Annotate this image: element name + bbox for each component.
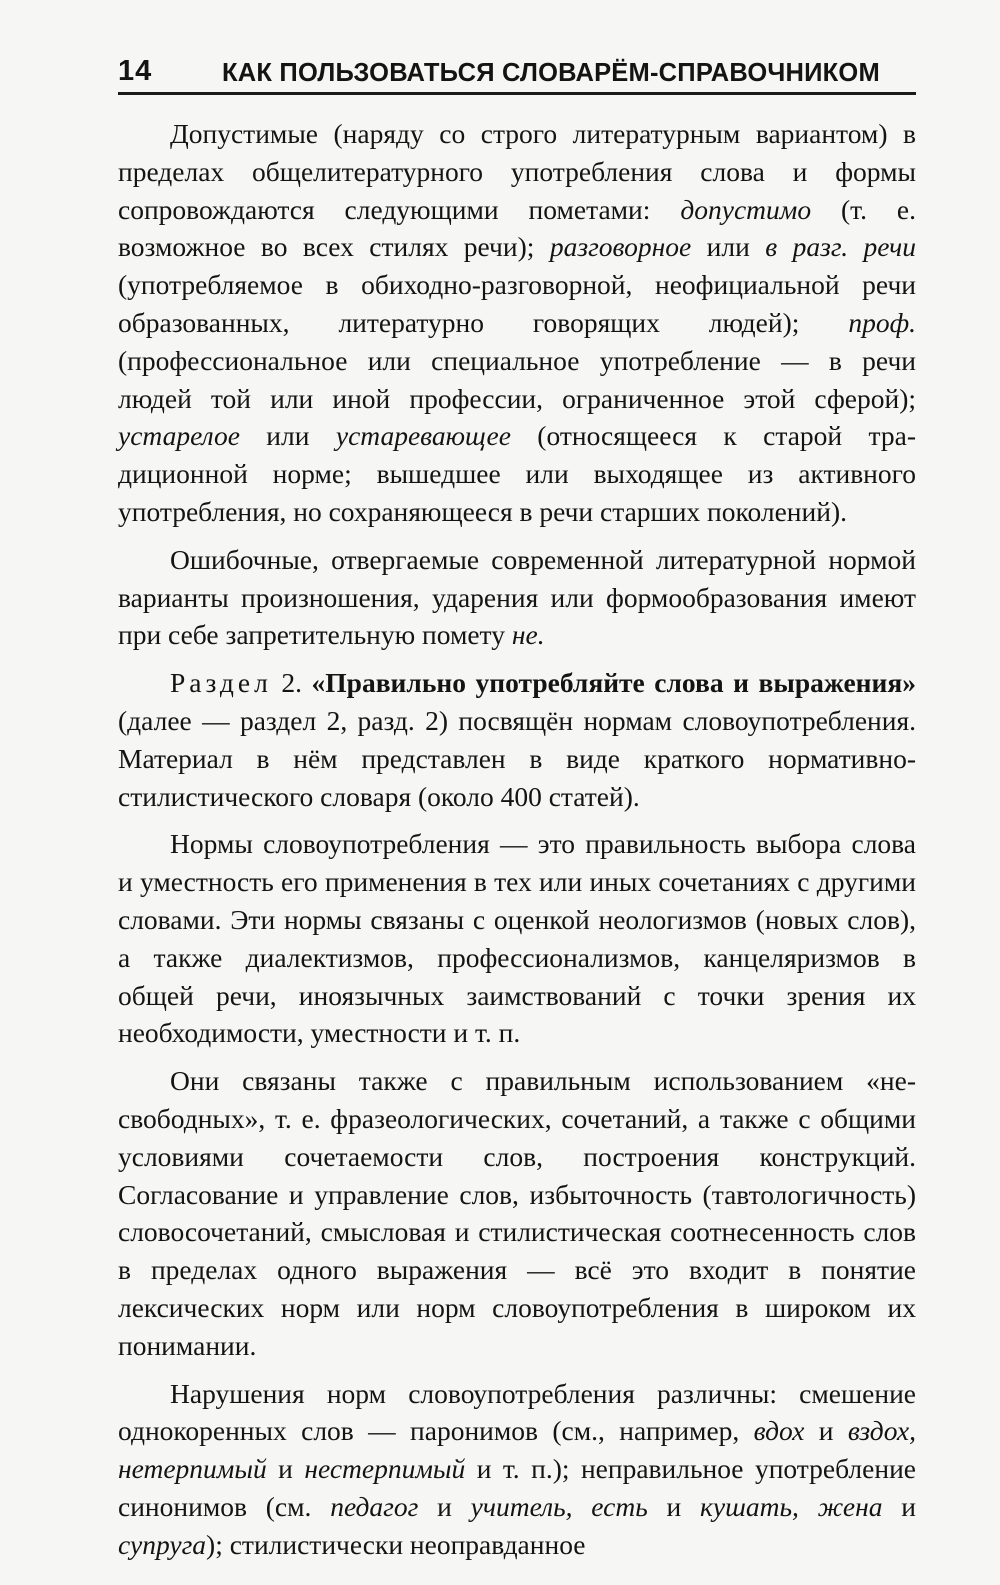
paragraph bbox=[118, 664, 916, 815]
text-run: (относящееся к старой традиционной норме; вышедшее или выходящее из активного употребления, но сохраняющееся в речи старших поколений). bbox=[118, 420, 916, 527]
text-run: 2. bbox=[271, 667, 312, 699]
text-run: ); стилистически неоправданное bbox=[206, 1528, 586, 1560]
italic-term: устаревающее bbox=[335, 420, 511, 452]
paragraph bbox=[118, 115, 916, 531]
text-run: (далее — раздел 2, разд. 2) посвящён нормам словоупотребления. Материал в нём представлен в виде краткого нормативно-стилистического словаря (около 400 статей). bbox=[118, 704, 916, 812]
text-run: и т. п.); неправильное употребление синонимов (см. bbox=[118, 1453, 916, 1522]
italic-term: вдох bbox=[753, 1415, 805, 1447]
text-run: (употребляемое в обиходно-разговорной, неофициальной речи образованных, литературно говорящих людей); bbox=[118, 269, 916, 338]
text-run: или bbox=[691, 231, 766, 263]
running-header bbox=[118, 42, 916, 88]
text-run: (т. е. возможное во всех стилях речи); bbox=[118, 193, 916, 263]
italic-term: кушать, жена bbox=[700, 1490, 883, 1522]
section-label: Раздел bbox=[170, 667, 272, 699]
italic-term: проф. bbox=[848, 306, 916, 338]
italic-term: допустимо bbox=[680, 193, 812, 225]
italic-term: супруга bbox=[118, 1528, 207, 1560]
text-run: или bbox=[239, 420, 336, 452]
italic-term: нестерпимый bbox=[304, 1453, 466, 1485]
body-text bbox=[118, 115, 916, 1563]
italic-term: педагог bbox=[330, 1490, 419, 1522]
text-run: и bbox=[266, 1453, 305, 1485]
running-title: КАК ПОЛЬЗОВАТЬСЯ СЛОВАРЁМ-СПРАВОЧНИКОМ bbox=[222, 59, 880, 87]
text-run: (профессиональное или специальное употребление — в речи людей той или иной профессии, ограниченное этой сферой); bbox=[118, 344, 916, 414]
italic-term: разговорное bbox=[549, 231, 692, 263]
text-run: Они связаны также с правильным использованием «несвободных», т. е. фразеологических, сочетаний, а также с общими условиями сочетаемости слов, построения конструкций. Согласование и управление слов, избыточность (тавтологичность) словосочетаний, смысловая и стилистическая соотнесенность слов в пределах одного выражения — всё это входит в понятие лексических норм или норм словоупотребления в широком их понимании. bbox=[118, 1065, 916, 1361]
italic-term: вздох, нетерпимый bbox=[118, 1415, 916, 1485]
italic-term: устарелое bbox=[118, 420, 240, 452]
text-run: и bbox=[804, 1415, 848, 1447]
italic-term: учитель, есть bbox=[470, 1490, 648, 1522]
paragraph bbox=[118, 825, 916, 1052]
text-run: Нарушения норм словоупотребления различны: смешение однокоренных слов — паронимов (см., например, bbox=[118, 1377, 916, 1447]
text-run: Ошибочные, отвергаемые современной литературной нормой варианты произношения, ударения или формообразования имеют при себе запретительную помету bbox=[118, 543, 916, 651]
section-title: «Правильно употребляйте слова и выражения» bbox=[311, 667, 916, 699]
text-run: и bbox=[647, 1490, 701, 1522]
italic-term: не. bbox=[511, 619, 545, 651]
page-number: 14 bbox=[118, 55, 153, 87]
text-run: и bbox=[418, 1490, 471, 1522]
paragraph bbox=[118, 1375, 916, 1564]
text-run: Допустимые (наряду со строго литературным вариантом) в пределах общелитературного употребления слова и формы сопровождаются следующими пометами: bbox=[118, 118, 916, 225]
italic-term: в разг. речи bbox=[765, 231, 916, 263]
text-run: Нормы словоупотребления — это правильность выбора слова и уместность его применения в тех или иных сочетаниях с другими словами. Эти нормы связаны с оценкой неологизмов (новых слов), а также диалектизмов, профессионализмов, канцеляризмов в общей речи, иноязычных заимствований с точки зрения их необходимости, уместности и т. п. bbox=[118, 828, 916, 1049]
paragraph bbox=[118, 541, 916, 654]
paragraph bbox=[118, 1062, 916, 1364]
text-run: и bbox=[882, 1490, 916, 1522]
header-rule bbox=[118, 92, 916, 95]
